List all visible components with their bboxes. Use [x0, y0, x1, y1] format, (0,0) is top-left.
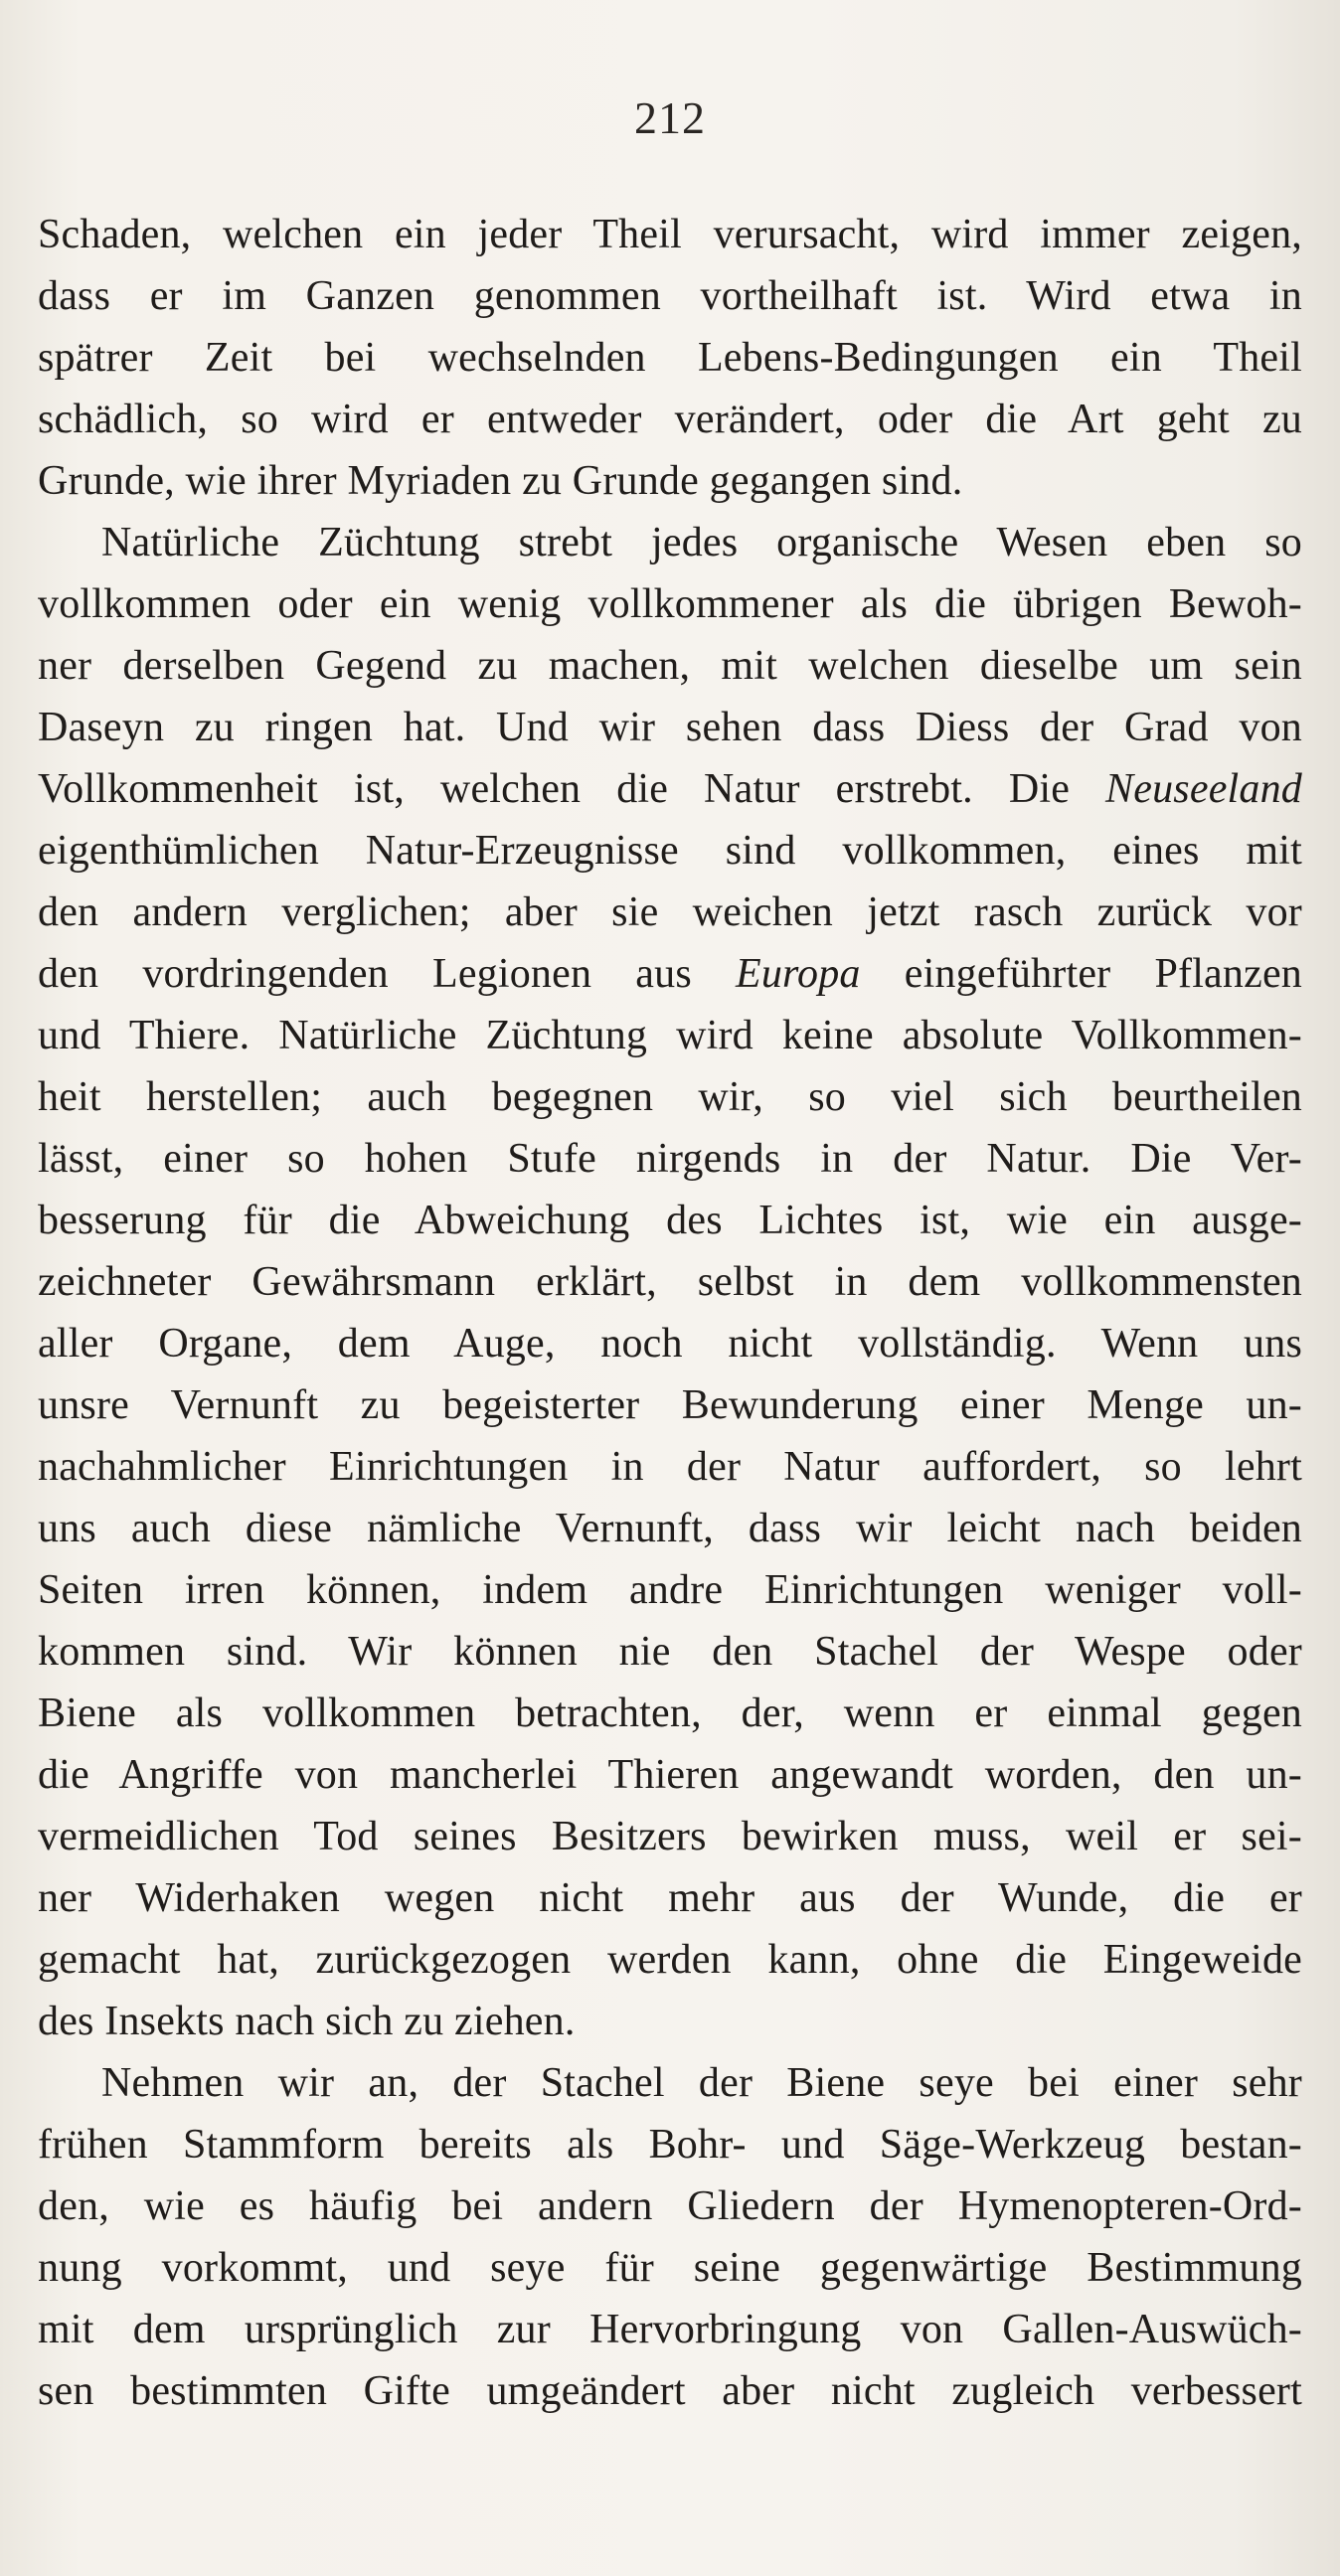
text-line: mit dem ursprünglich zur Hervorbringung von Gallen-Auswüch- — [38, 2307, 1302, 2352]
text-line: vollkommen oder ein wenig vollkommener als die übrigen Bewoh- — [38, 581, 1302, 627]
text-line: aller Organe, dem Auge, noch nicht vollständig. Wenn uns — [38, 1321, 1302, 1367]
text-line: Natürliche Züchtung strebt jedes organische Wesen eben so — [101, 520, 1302, 565]
text-line: unsre Vernunft zu begeisterter Bewunderung einer Menge un- — [38, 1382, 1302, 1428]
text-line: ner Widerhaken wegen nicht mehr aus der Wunde, die er — [38, 1875, 1302, 1921]
body-text — [38, 204, 1302, 2422]
text-line: zeichneter Gewährsmann erklärt, selbst in dem vollkommensten — [38, 1259, 1302, 1305]
text-line: Daseyn zu ringen hat. Und wir sehen dass Diess der Grad von — [38, 705, 1302, 750]
text-line: uns auch diese nämliche Vernunft, dass wir leicht nach beiden — [38, 1506, 1302, 1551]
text-line: nung vorkommt, und seye für seine gegenwärtige Bestimmung — [38, 2245, 1302, 2291]
text-line: ner derselben Gegend zu machen, mit welchen dieselbe um sein — [38, 643, 1302, 689]
text-line: nachahmlicher Einrichtungen in der Natur auffordert, so lehrt — [38, 1444, 1302, 1490]
text-line: besserung für die Abweichung des Lichtes ist, wie ein ausge- — [38, 1198, 1302, 1243]
text-line: Vollkommenheit ist, welchen die Natur erstrebt. Die Neuseeland — [38, 766, 1302, 812]
text-line: dass er im Ganzen genommen vortheilhaft ist. Wird etwa in — [38, 273, 1302, 319]
text-line: den vordringenden Legionen aus Europa eingeführter Pflanzen — [38, 951, 1302, 997]
text-line: und Thiere. Natürliche Züchtung wird keine absolute Vollkommen- — [38, 1013, 1302, 1058]
text-line: schädlich, so wird er entweder verändert, oder die Art geht zu — [38, 397, 1302, 442]
text-line: Biene als vollkommen betrachten, der, wenn er einmal gegen — [38, 1690, 1302, 1736]
italic-term: Europa — [735, 951, 861, 997]
text-line: heit herstellen; auch begegnen wir, so viel sich beurtheilen — [38, 1074, 1302, 1120]
text-line: spätrer Zeit bei wechselnden Lebens-Bedingungen ein Theil — [38, 335, 1302, 381]
text-line: die Angriffe von mancherlei Thieren angewandt worden, den un- — [38, 1752, 1302, 1798]
text-line: kommen sind. Wir können nie den Stachel der Wespe oder — [38, 1629, 1302, 1675]
text-line: vermeidlichen Tod seines Besitzers bewirken muss, weil er sei- — [38, 1814, 1302, 1859]
text-line: gemacht hat, zurückgezogen werden kann, ohne die Eingeweide — [38, 1937, 1302, 1983]
text-line: sen bestimmten Gifte umgeändert aber nicht zugleich verbessert — [38, 2368, 1302, 2414]
text-line: frühen Stammform bereits als Bohr- und Säge-Werkzeug bestan- — [38, 2122, 1302, 2168]
text-line: Nehmen wir an, der Stachel der Biene seye bei einer sehr — [101, 2060, 1302, 2106]
text-line: des Insekts nach sich zu ziehen. — [38, 1999, 576, 2044]
page-number: 212 — [634, 92, 706, 143]
text-line: den andern verglichen; aber sie weichen jetzt rasch zurück vor — [38, 889, 1302, 935]
text-line: Schaden, welchen ein jeder Theil verursacht, wird immer zeigen, — [38, 212, 1302, 257]
italic-term: Neuseeland — [1105, 766, 1302, 812]
text-line: Seiten irren können, indem andre Einrichtungen weniger voll- — [38, 1567, 1302, 1613]
text-line: lässt, einer so hohen Stufe nirgends in der Natur. Die Ver- — [38, 1136, 1302, 1182]
text-line: eigenthümlichen Natur-Erzeugnisse sind vollkommen, eines mit — [38, 828, 1302, 874]
text-line: den, wie es häufig bei andern Gliedern der Hymenopteren-Ord- — [38, 2183, 1302, 2229]
text-line: Grunde, wie ihrer Myriaden zu Grunde gegangen sind. — [38, 458, 963, 504]
